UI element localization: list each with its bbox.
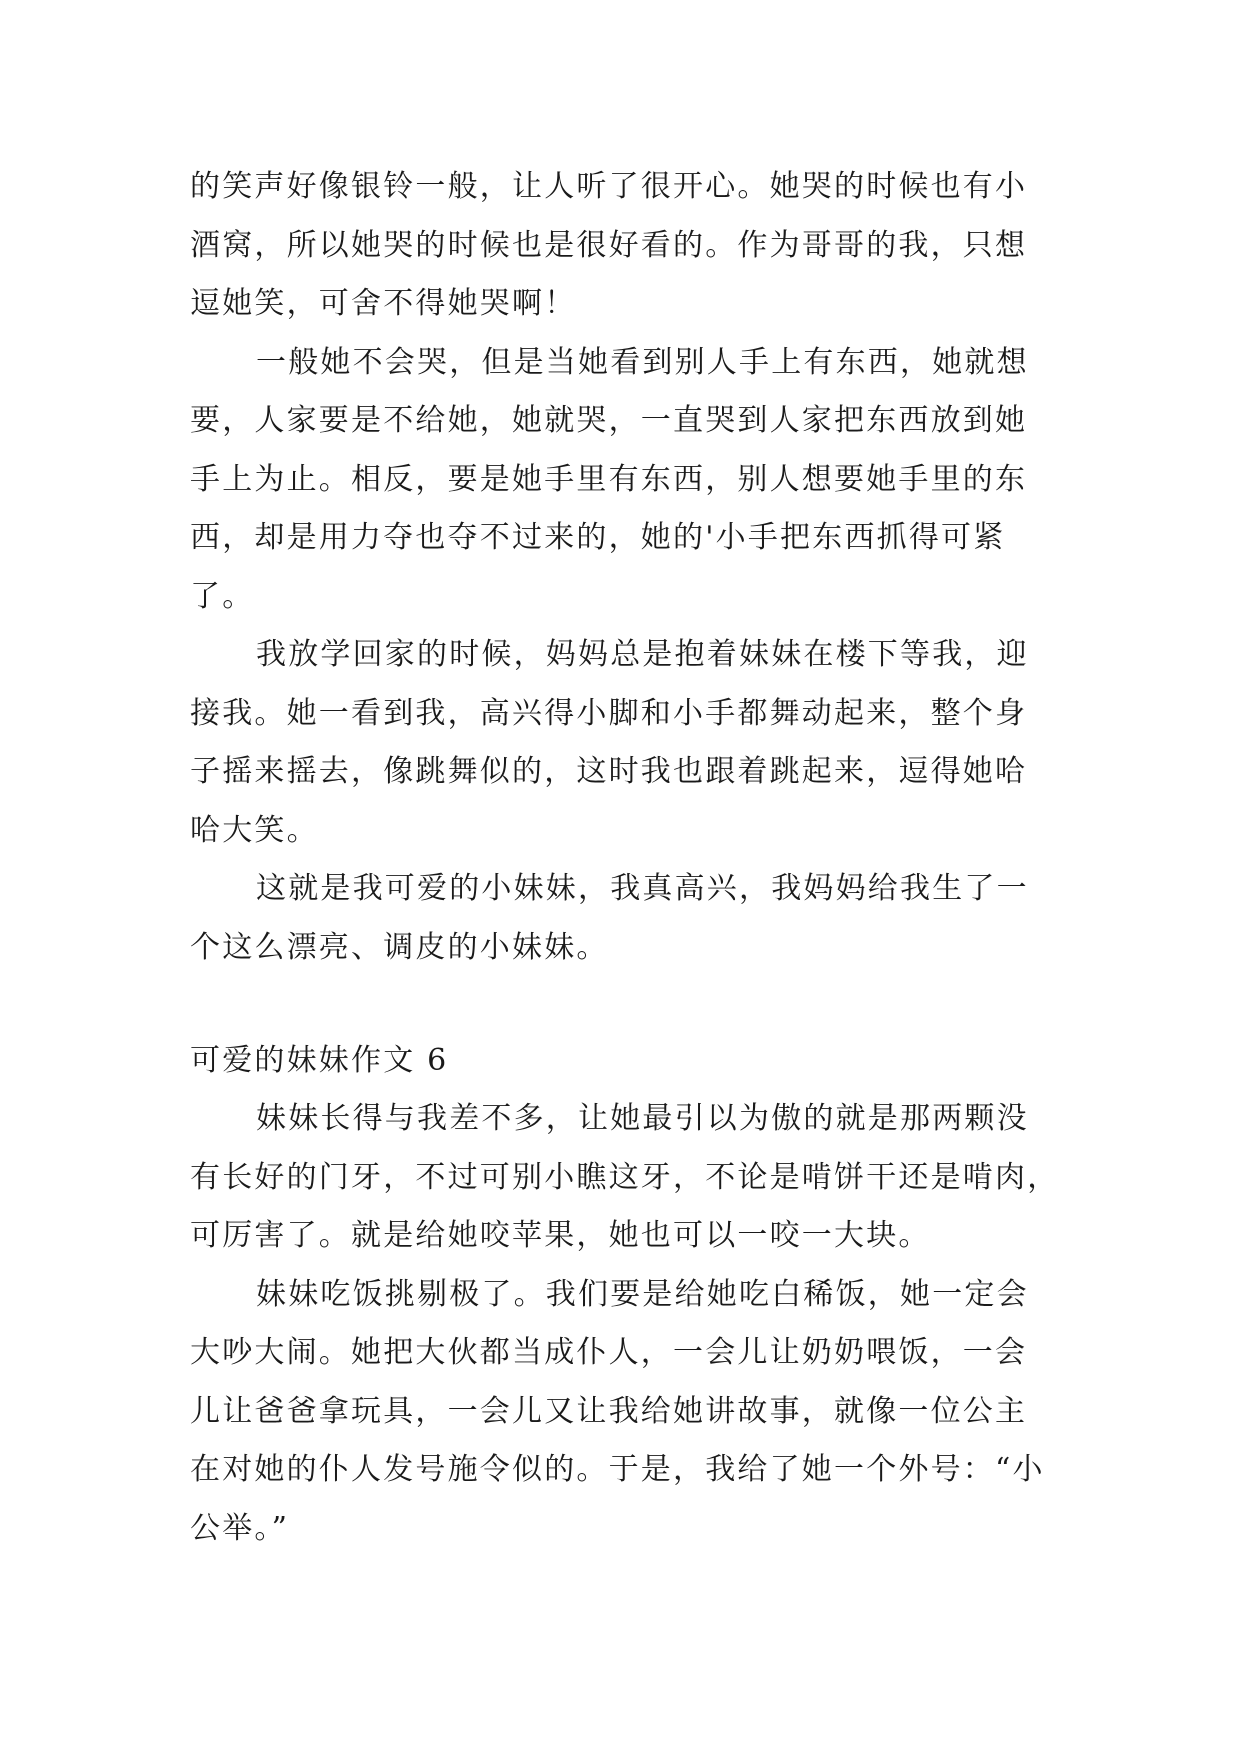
essay-body-part-2 [190, 1090, 1060, 1558]
text-line: 可厉害了。就是给她咬苹果，她也可以一咬一大块。 [190, 1218, 931, 1253]
text-line: 公举。” [190, 1510, 290, 1546]
section-title: 可爱的妹妹作文 6 [190, 1043, 449, 1078]
text-line: 哈大笑。 [190, 812, 319, 848]
text-line: 在对她的仆人发号施令似的。于是，我给了她一个外号：“小 [190, 1452, 1045, 1487]
essay-body-part-1 [190, 158, 1050, 977]
text-line: 妹妹吃饭挑剔极了。我们要是给她吃白稀饭，她一定会 [256, 1276, 1029, 1312]
text-line: 逗她笑，可舍不得她哭啊！ [190, 286, 577, 321]
text-line: 儿让爸爸拿玩具，一会儿又让我给她讲故事，就像一位公主 [190, 1393, 1028, 1429]
text-line: 了。 [190, 578, 255, 614]
text-line: 我放学回家的时候，妈妈总是抱着妹妹在楼下等我，迎 [256, 637, 1029, 672]
text-line: 有长好的门牙，不过可别小瞧这牙，不论是啃饼干还是啃肉， [190, 1159, 1060, 1195]
text-line: 一般她不会哭，但是当她看到别人手上有东西，她就想 [256, 344, 1029, 380]
text-line: 手上为止。相反，要是她手里有东西，别人想要她手里的东 [190, 461, 1028, 497]
text-line: 个这么漂亮、调皮的小妹妹。 [190, 929, 609, 965]
text-line: 要，人家要是不给她，她就哭，一直哭到人家把东西放到她 [190, 403, 1028, 438]
text-line: 酒窝，所以她哭的时候也是很好看的。作为哥哥的我，只想 [190, 227, 1028, 263]
text-line: 的笑声好像银铃一般，让人听了很开心。她哭的时候也有小 [190, 169, 1028, 204]
text-line: 这就是我可爱的小妹妹，我真高兴，我妈妈给我生了一 [256, 871, 1029, 906]
text-line: 妹妹长得与我差不多，让她最引以为傲的就是那两颗没 [256, 1101, 1029, 1136]
text-line: 西，却是用力夺也夺不过来的，她的'小手把东西抓得可紧 [190, 520, 1006, 555]
text-line: 接我。她一看到我，高兴得小脚和小手都舞动起来，整个身 [190, 695, 1028, 731]
text-line: 子摇来摇去，像跳舞似的，这时我也跟着跳起来，逗得她哈 [190, 754, 1028, 789]
text-line: 大吵大闹。她把大伙都当成仆人，一会儿让奶奶喂饭，一会 [190, 1335, 1028, 1370]
